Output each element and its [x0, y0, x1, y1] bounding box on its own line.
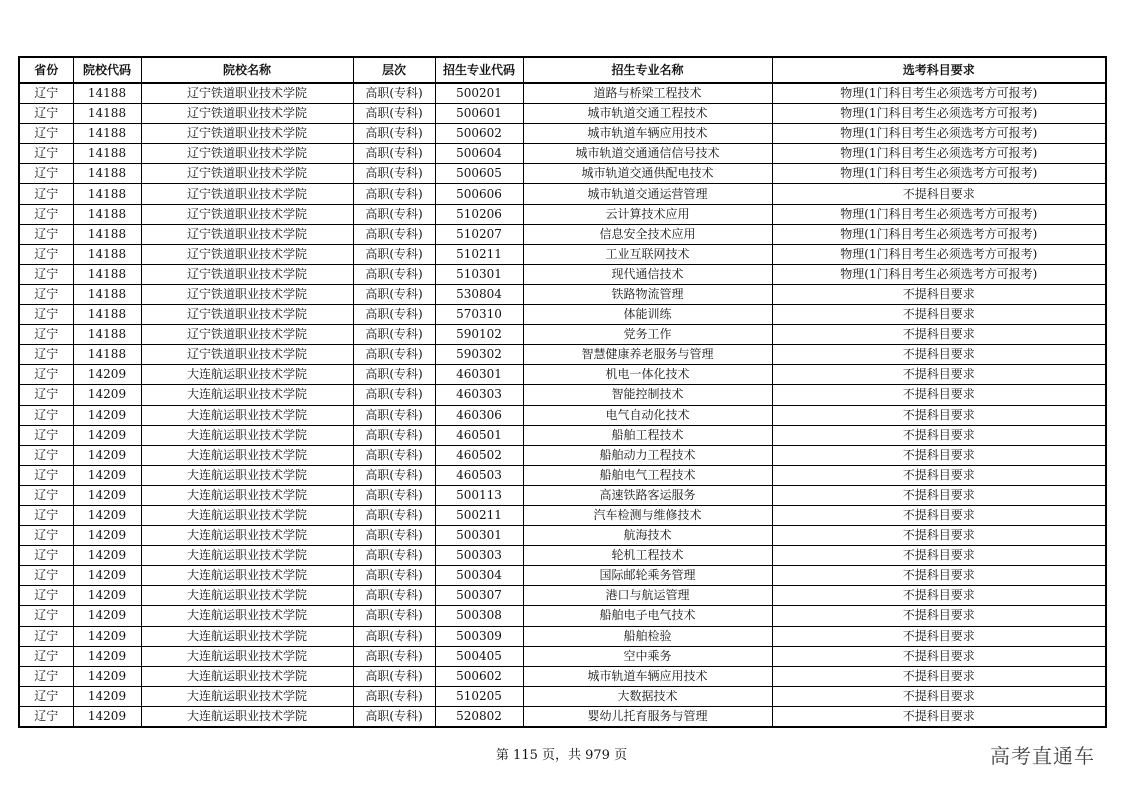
table-row — [19, 224, 1106, 244]
cell-subject-requirement: 物理(1门科目考生必须选考方可报考) — [772, 104, 1106, 124]
cell-subject-requirement: 不提科目要求 — [772, 586, 1106, 606]
cell-province: 辽宁 — [19, 144, 73, 164]
cell-level: 高职(专科) — [353, 706, 435, 727]
cell-major-name: 工业互联网技术 — [523, 244, 772, 264]
cell-subject-requirement: 不提科目要求 — [772, 626, 1106, 646]
cell-major-code: 500605 — [435, 164, 523, 184]
cell-province: 辽宁 — [19, 164, 73, 184]
table-row — [19, 365, 1106, 385]
cell-school-code: 14209 — [73, 586, 141, 606]
cell-school-name: 辽宁铁道职业技术学院 — [141, 144, 353, 164]
cell-major-code: 460301 — [435, 365, 523, 385]
cell-school-code: 14188 — [73, 224, 141, 244]
table-row — [19, 606, 1106, 626]
cell-major-code: 500604 — [435, 144, 523, 164]
cell-school-code: 14209 — [73, 445, 141, 465]
cell-subject-requirement: 物理(1门科目考生必须选考方可报考) — [772, 83, 1106, 104]
cell-major-code: 500602 — [435, 666, 523, 686]
cell-province: 辽宁 — [19, 485, 73, 505]
cell-school-name: 大连航运职业技术学院 — [141, 405, 353, 425]
table-row — [19, 184, 1106, 204]
cell-school-name: 辽宁铁道职业技术学院 — [141, 284, 353, 304]
cell-province: 辽宁 — [19, 586, 73, 606]
table-body — [19, 83, 1106, 727]
cell-province: 辽宁 — [19, 405, 73, 425]
table-row — [19, 465, 1106, 485]
cell-subject-requirement: 不提科目要求 — [772, 284, 1106, 304]
table-row — [19, 83, 1106, 104]
cell-school-name: 大连航运职业技术学院 — [141, 686, 353, 706]
cell-level: 高职(专科) — [353, 626, 435, 646]
cell-major-code: 500301 — [435, 526, 523, 546]
cell-major-name: 电气自动化技术 — [523, 405, 772, 425]
cell-province: 辽宁 — [19, 686, 73, 706]
cell-level: 高职(专科) — [353, 325, 435, 345]
cell-province: 辽宁 — [19, 425, 73, 445]
cell-major-code: 500309 — [435, 626, 523, 646]
cell-school-name: 大连航运职业技术学院 — [141, 526, 353, 546]
cell-major-code: 510205 — [435, 686, 523, 706]
cell-level: 高职(专科) — [353, 445, 435, 465]
cell-school-name: 大连航运职业技术学院 — [141, 626, 353, 646]
cell-major-name: 铁路物流管理 — [523, 284, 772, 304]
cell-major-code: 500113 — [435, 485, 523, 505]
cell-level: 高职(专科) — [353, 425, 435, 445]
table-row — [19, 345, 1106, 365]
cell-province: 辽宁 — [19, 345, 73, 365]
cell-major-code: 510301 — [435, 264, 523, 284]
cell-major-name: 船舶动力工程技术 — [523, 445, 772, 465]
cell-major-code: 500307 — [435, 586, 523, 606]
cell-major-name: 智慧健康养老服务与管理 — [523, 345, 772, 365]
cell-school-name: 大连航运职业技术学院 — [141, 666, 353, 686]
cell-school-code: 14209 — [73, 546, 141, 566]
column-header-level: 层次 — [353, 57, 435, 83]
cell-school-name: 辽宁铁道职业技术学院 — [141, 224, 353, 244]
cell-province: 辽宁 — [19, 505, 73, 525]
cell-school-code: 14188 — [73, 345, 141, 365]
cell-school-code: 14209 — [73, 526, 141, 546]
cell-level: 高职(专科) — [353, 666, 435, 686]
cell-major-name: 现代通信技术 — [523, 264, 772, 284]
cell-major-code: 590302 — [435, 345, 523, 365]
cell-level: 高职(专科) — [353, 566, 435, 586]
cell-major-name: 大数据技术 — [523, 686, 772, 706]
cell-school-name: 大连航运职业技术学院 — [141, 485, 353, 505]
cell-school-code: 14209 — [73, 505, 141, 525]
table-row — [19, 566, 1106, 586]
cell-major-name: 轮机工程技术 — [523, 546, 772, 566]
column-header-major-code: 招生专业代码 — [435, 57, 523, 83]
column-header-school-code: 院校代码 — [73, 57, 141, 83]
cell-school-code: 14188 — [73, 284, 141, 304]
cell-level: 高职(专科) — [353, 526, 435, 546]
cell-subject-requirement: 不提科目要求 — [772, 425, 1106, 445]
cell-subject-requirement: 不提科目要求 — [772, 405, 1106, 425]
cell-school-code: 14188 — [73, 244, 141, 264]
cell-province: 辽宁 — [19, 365, 73, 385]
cell-school-code: 14209 — [73, 485, 141, 505]
cell-subject-requirement: 物理(1门科目考生必须选考方可报考) — [772, 264, 1106, 284]
cell-major-code: 500405 — [435, 646, 523, 666]
cell-school-code: 14188 — [73, 325, 141, 345]
cell-subject-requirement: 不提科目要求 — [772, 646, 1106, 666]
cell-level: 高职(专科) — [353, 646, 435, 666]
cell-major-code: 590102 — [435, 325, 523, 345]
table-row — [19, 526, 1106, 546]
table-row — [19, 204, 1106, 224]
cell-province: 辽宁 — [19, 124, 73, 144]
cell-province: 辽宁 — [19, 204, 73, 224]
cell-school-name: 大连航运职业技术学院 — [141, 365, 353, 385]
cell-level: 高职(专科) — [353, 184, 435, 204]
table-row — [19, 485, 1106, 505]
table-row — [19, 586, 1106, 606]
cell-province: 辽宁 — [19, 385, 73, 405]
table-row — [19, 305, 1106, 325]
cell-subject-requirement: 不提科目要求 — [772, 305, 1106, 325]
cell-major-name: 城市轨道交通供配电技术 — [523, 164, 772, 184]
cell-school-code: 14209 — [73, 666, 141, 686]
cell-school-name: 辽宁铁道职业技术学院 — [141, 345, 353, 365]
cell-province: 辽宁 — [19, 264, 73, 284]
cell-subject-requirement: 不提科目要求 — [772, 365, 1106, 385]
column-header-major-name: 招生专业名称 — [523, 57, 772, 83]
cell-school-name: 辽宁铁道职业技术学院 — [141, 325, 353, 345]
table-row — [19, 325, 1106, 345]
cell-level: 高职(专科) — [353, 485, 435, 505]
cell-major-name: 船舶电气工程技术 — [523, 465, 772, 485]
cell-major-name: 高速铁路客运服务 — [523, 485, 772, 505]
cell-subject-requirement: 不提科目要求 — [772, 385, 1106, 405]
cell-subject-requirement: 不提科目要求 — [772, 666, 1106, 686]
cell-school-code: 14188 — [73, 144, 141, 164]
cell-school-code: 14188 — [73, 264, 141, 284]
table-row — [19, 164, 1106, 184]
cell-major-name: 机电一体化技术 — [523, 365, 772, 385]
cell-school-name: 大连航运职业技术学院 — [141, 646, 353, 666]
cell-level: 高职(专科) — [353, 345, 435, 365]
cell-school-code: 14188 — [73, 164, 141, 184]
cell-subject-requirement: 不提科目要求 — [772, 345, 1106, 365]
cell-subject-requirement: 物理(1门科目考生必须选考方可报考) — [772, 164, 1106, 184]
cell-major-code: 500601 — [435, 104, 523, 124]
cell-subject-requirement: 不提科目要求 — [772, 485, 1106, 505]
column-header-province: 省份 — [19, 57, 73, 83]
table-row — [19, 104, 1106, 124]
cell-level: 高职(专科) — [353, 104, 435, 124]
cell-major-code: 460306 — [435, 405, 523, 425]
cell-school-code: 14209 — [73, 606, 141, 626]
cell-major-code: 510206 — [435, 204, 523, 224]
cell-major-name: 城市轨道交通运营管理 — [523, 184, 772, 204]
cell-school-name: 大连航运职业技术学院 — [141, 385, 353, 405]
cell-province: 辽宁 — [19, 706, 73, 727]
cell-major-name: 信息安全技术应用 — [523, 224, 772, 244]
cell-school-code: 14209 — [73, 566, 141, 586]
admission-table — [18, 56, 1107, 728]
table-row — [19, 284, 1106, 304]
cell-school-code: 14188 — [73, 104, 141, 124]
cell-major-name: 城市轨道车辆应用技术 — [523, 666, 772, 686]
cell-school-code: 14188 — [73, 204, 141, 224]
cell-province: 辽宁 — [19, 83, 73, 104]
watermark-logo-text: 高考直通车 — [990, 744, 1095, 768]
table-row — [19, 445, 1106, 465]
cell-level: 高职(专科) — [353, 264, 435, 284]
cell-subject-requirement: 物理(1门科目考生必须选考方可报考) — [772, 124, 1106, 144]
cell-school-name: 大连航运职业技术学院 — [141, 465, 353, 485]
table-row — [19, 546, 1106, 566]
cell-school-code: 14188 — [73, 83, 141, 104]
cell-level: 高职(专科) — [353, 144, 435, 164]
cell-school-name: 大连航运职业技术学院 — [141, 505, 353, 525]
cell-school-code: 14188 — [73, 184, 141, 204]
cell-subject-requirement: 不提科目要求 — [772, 465, 1106, 485]
cell-major-name: 党务工作 — [523, 325, 772, 345]
cell-major-code: 530804 — [435, 284, 523, 304]
cell-level: 高职(专科) — [353, 606, 435, 626]
cell-major-name: 船舶检验 — [523, 626, 772, 646]
cell-major-code: 460502 — [435, 445, 523, 465]
cell-subject-requirement: 不提科目要求 — [772, 505, 1106, 525]
cell-level: 高职(专科) — [353, 83, 435, 104]
cell-school-name: 辽宁铁道职业技术学院 — [141, 305, 353, 325]
cell-major-name: 体能训练 — [523, 305, 772, 325]
table-row — [19, 405, 1106, 425]
cell-school-name: 辽宁铁道职业技术学院 — [141, 204, 353, 224]
cell-school-code: 14209 — [73, 385, 141, 405]
cell-province: 辽宁 — [19, 224, 73, 244]
cell-level: 高职(专科) — [353, 505, 435, 525]
cell-major-code: 500303 — [435, 546, 523, 566]
cell-subject-requirement: 不提科目要求 — [772, 445, 1106, 465]
cell-subject-requirement: 不提科目要求 — [772, 606, 1106, 626]
cell-subject-requirement: 不提科目要求 — [772, 184, 1106, 204]
cell-level: 高职(专科) — [353, 586, 435, 606]
cell-school-name: 大连航运职业技术学院 — [141, 425, 353, 445]
cell-province: 辽宁 — [19, 626, 73, 646]
cell-major-code: 500606 — [435, 184, 523, 204]
table-row — [19, 264, 1106, 284]
table-row — [19, 686, 1106, 706]
cell-school-code: 14209 — [73, 465, 141, 485]
table-row — [19, 244, 1106, 264]
cell-level: 高职(专科) — [353, 204, 435, 224]
cell-school-name: 大连航运职业技术学院 — [141, 566, 353, 586]
cell-major-name: 道路与桥梁工程技术 — [523, 83, 772, 104]
cell-major-name: 航海技术 — [523, 526, 772, 546]
cell-province: 辽宁 — [19, 244, 73, 264]
table-row — [19, 425, 1106, 445]
table-row — [19, 124, 1106, 144]
cell-school-code: 14188 — [73, 305, 141, 325]
cell-major-code: 460501 — [435, 425, 523, 445]
cell-school-name: 大连航运职业技术学院 — [141, 445, 353, 465]
cell-major-code: 500602 — [435, 124, 523, 144]
cell-level: 高职(专科) — [353, 124, 435, 144]
cell-level: 高职(专科) — [353, 465, 435, 485]
cell-level: 高职(专科) — [353, 405, 435, 425]
cell-province: 辽宁 — [19, 465, 73, 485]
cell-province: 辽宁 — [19, 305, 73, 325]
cell-major-code: 500211 — [435, 505, 523, 525]
admission-table-container — [18, 56, 1105, 728]
cell-school-name: 辽宁铁道职业技术学院 — [141, 164, 353, 184]
cell-school-code: 14209 — [73, 646, 141, 666]
cell-level: 高职(专科) — [353, 546, 435, 566]
cell-major-code: 520802 — [435, 706, 523, 727]
cell-level: 高职(专科) — [353, 305, 435, 325]
table-row — [19, 646, 1106, 666]
cell-school-code: 14188 — [73, 124, 141, 144]
cell-subject-requirement: 不提科目要求 — [772, 706, 1106, 727]
cell-school-code: 14209 — [73, 686, 141, 706]
cell-province: 辽宁 — [19, 445, 73, 465]
cell-subject-requirement: 物理(1门科目考生必须选考方可报考) — [772, 244, 1106, 264]
cell-province: 辽宁 — [19, 325, 73, 345]
cell-school-name: 大连航运职业技术学院 — [141, 606, 353, 626]
cell-school-code: 14209 — [73, 626, 141, 646]
cell-level: 高职(专科) — [353, 365, 435, 385]
cell-province: 辽宁 — [19, 566, 73, 586]
cell-province: 辽宁 — [19, 184, 73, 204]
cell-major-name: 智能控制技术 — [523, 385, 772, 405]
cell-major-code: 500201 — [435, 83, 523, 104]
cell-major-code: 460503 — [435, 465, 523, 485]
cell-school-name: 辽宁铁道职业技术学院 — [141, 244, 353, 264]
cell-school-code: 14209 — [73, 365, 141, 385]
cell-level: 高职(专科) — [353, 385, 435, 405]
column-header-school-name: 院校名称 — [141, 57, 353, 83]
cell-school-name: 辽宁铁道职业技术学院 — [141, 124, 353, 144]
cell-major-code: 510207 — [435, 224, 523, 244]
cell-school-name: 辽宁铁道职业技术学院 — [141, 104, 353, 124]
table-row — [19, 706, 1106, 727]
cell-school-name: 大连航运职业技术学院 — [141, 706, 353, 727]
cell-school-name: 大连航运职业技术学院 — [141, 586, 353, 606]
cell-subject-requirement: 不提科目要求 — [772, 566, 1106, 586]
cell-major-name: 国际邮轮乘务管理 — [523, 566, 772, 586]
cell-subject-requirement: 物理(1门科目考生必须选考方可报考) — [772, 204, 1106, 224]
cell-school-code: 14209 — [73, 425, 141, 445]
table-row — [19, 626, 1106, 646]
cell-province: 辽宁 — [19, 284, 73, 304]
cell-major-name: 船舶电子电气技术 — [523, 606, 772, 626]
cell-subject-requirement: 物理(1门科目考生必须选考方可报考) — [772, 224, 1106, 244]
cell-subject-requirement: 不提科目要求 — [772, 526, 1106, 546]
cell-major-name: 云计算技术应用 — [523, 204, 772, 224]
table-row — [19, 505, 1106, 525]
cell-subject-requirement: 不提科目要求 — [772, 686, 1106, 706]
cell-level: 高职(专科) — [353, 686, 435, 706]
cell-province: 辽宁 — [19, 646, 73, 666]
cell-level: 高职(专科) — [353, 244, 435, 264]
cell-major-name: 汽车检测与维修技术 — [523, 505, 772, 525]
cell-major-name: 城市轨道车辆应用技术 — [523, 124, 772, 144]
cell-province: 辽宁 — [19, 546, 73, 566]
cell-subject-requirement: 不提科目要求 — [772, 546, 1106, 566]
cell-level: 高职(专科) — [353, 164, 435, 184]
cell-school-code: 14209 — [73, 706, 141, 727]
cell-province: 辽宁 — [19, 666, 73, 686]
cell-major-code: 570310 — [435, 305, 523, 325]
cell-subject-requirement: 不提科目要求 — [772, 325, 1106, 345]
cell-school-code: 14209 — [73, 405, 141, 425]
table-row — [19, 666, 1106, 686]
cell-major-name: 婴幼儿托育服务与管理 — [523, 706, 772, 727]
cell-major-name: 船舶工程技术 — [523, 425, 772, 445]
cell-major-name: 城市轨道交通工程技术 — [523, 104, 772, 124]
cell-school-name: 辽宁铁道职业技术学院 — [141, 184, 353, 204]
cell-subject-requirement: 物理(1门科目考生必须选考方可报考) — [772, 144, 1106, 164]
cell-level: 高职(专科) — [353, 224, 435, 244]
cell-major-code: 500308 — [435, 606, 523, 626]
cell-major-name: 港口与航运管理 — [523, 586, 772, 606]
cell-major-code: 500304 — [435, 566, 523, 586]
cell-school-name: 大连航运职业技术学院 — [141, 546, 353, 566]
cell-school-name: 辽宁铁道职业技术学院 — [141, 83, 353, 104]
cell-major-code: 510211 — [435, 244, 523, 264]
table-row — [19, 385, 1106, 405]
cell-province: 辽宁 — [19, 606, 73, 626]
table-row — [19, 144, 1106, 164]
table-header-row — [19, 57, 1106, 83]
column-header-subject-requirement: 选考科目要求 — [772, 57, 1106, 83]
cell-major-name: 城市轨道交通通信信号技术 — [523, 144, 772, 164]
cell-major-name: 空中乘务 — [523, 646, 772, 666]
page-number: 第 115 页，共 979 页 — [495, 748, 628, 763]
cell-province: 辽宁 — [19, 526, 73, 546]
cell-province: 辽宁 — [19, 104, 73, 124]
cell-school-name: 辽宁铁道职业技术学院 — [141, 264, 353, 284]
cell-major-code: 460303 — [435, 385, 523, 405]
cell-level: 高职(专科) — [353, 284, 435, 304]
